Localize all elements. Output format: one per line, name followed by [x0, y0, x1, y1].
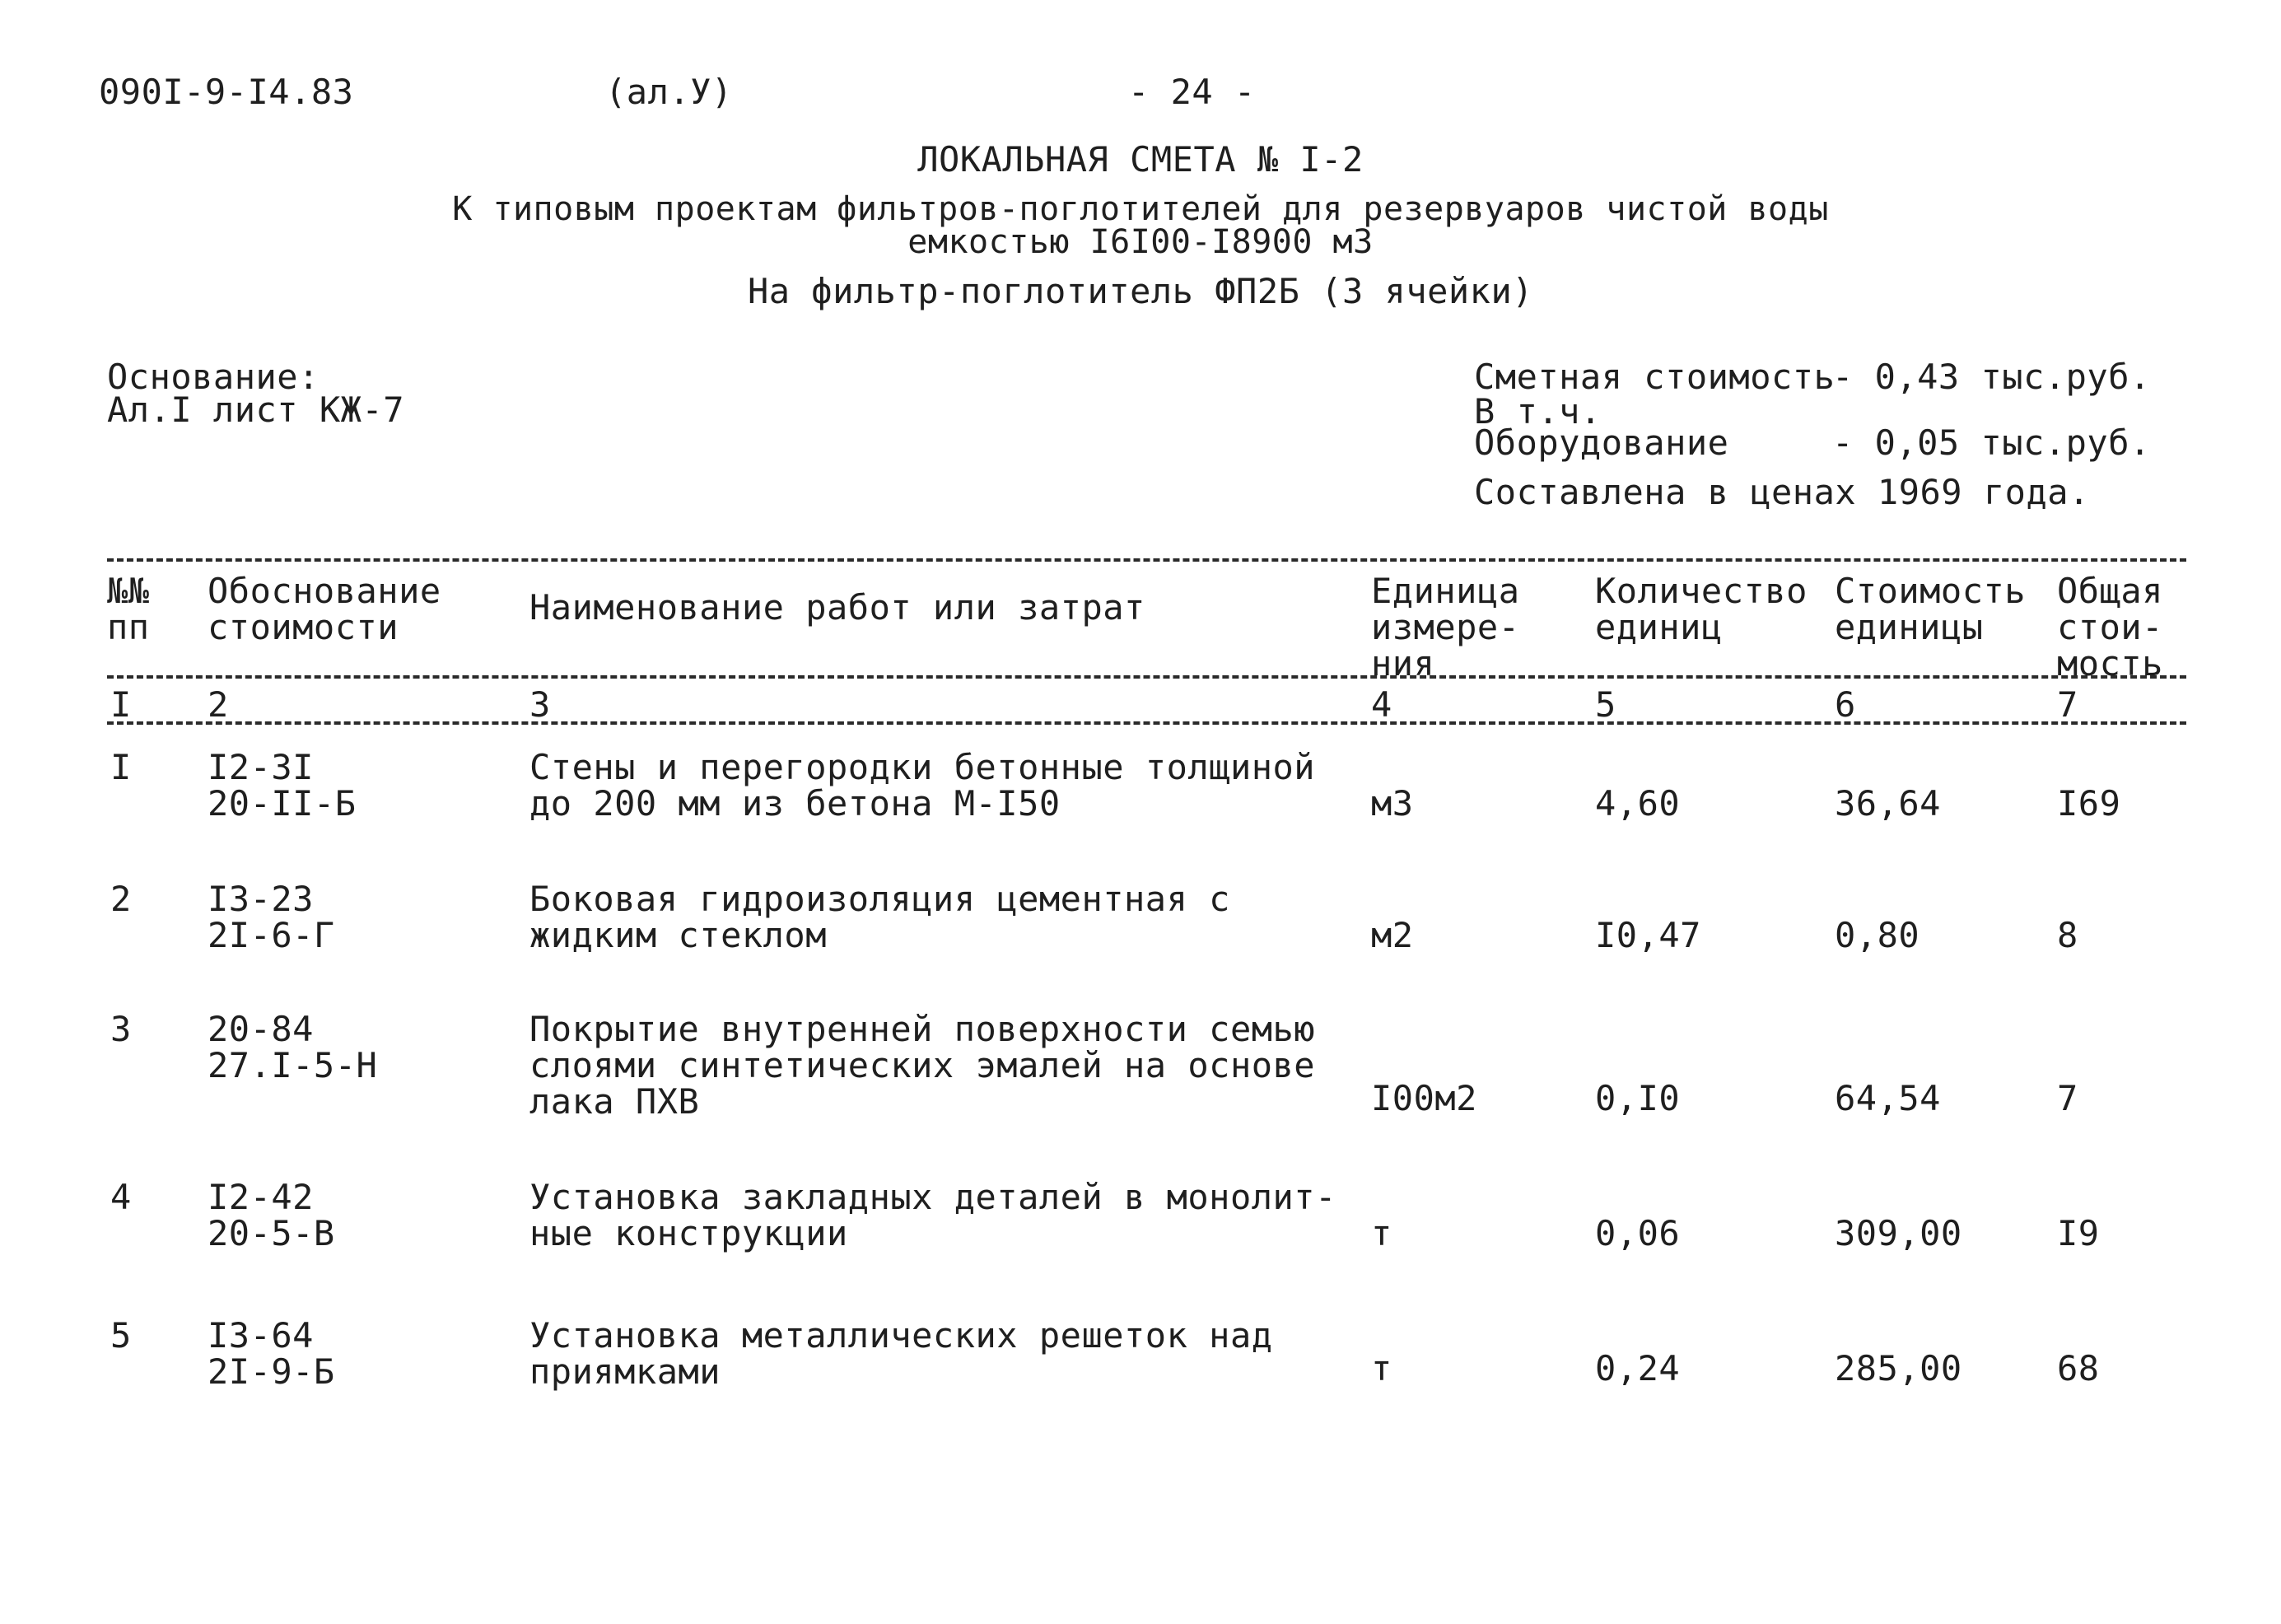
header-bottom-rule: [107, 675, 2186, 679]
row-unit-cost: 36,64: [1835, 783, 1941, 824]
row-total: I69: [2057, 783, 2121, 824]
row-work-name: Установка закладных деталей в монолит- ные конструкции: [529, 1177, 1336, 1253]
estimate-title: ЛОКАЛЬНАЯ СМЕТА № I-2: [917, 139, 1364, 180]
col-number-6: 6: [1835, 684, 1856, 725]
including-label: В т.ч.: [1474, 391, 1602, 432]
col-number-7: 7: [2057, 684, 2078, 725]
row-unit: I00м2: [1371, 1078, 1477, 1118]
row-unit-cost: 285,00: [1835, 1348, 1962, 1388]
row-work-name: Покрытие внутренней поверхности семью слоями синтетических эмалей на основе лака ПХВ: [529, 1009, 1316, 1122]
estimated-cost-value: - 0,43 тыс.руб.: [1832, 357, 2151, 397]
row-unit-cost: 64,54: [1835, 1078, 1941, 1118]
subtitle-line-2: емкостью I6I00-I8900 м3: [907, 223, 1374, 261]
basis-value: Ал.I лист КЖ-7: [107, 390, 405, 430]
row-number: 3: [110, 1009, 132, 1049]
column-numbers-rule: [107, 721, 2186, 725]
row-basis: I3-23 2I-6-Г: [208, 879, 335, 955]
row-unit-cost: 309,00: [1835, 1213, 1962, 1253]
row-work-name: Установка металлических решеток над приямками: [529, 1315, 1273, 1392]
equipment-label: Оборудование: [1474, 422, 1729, 463]
document-code: 090I-9-I4.83: [99, 72, 354, 112]
row-unit: м3: [1371, 783, 1414, 824]
subtitle-line-1: К типовым проектам фильтров-поглотителей для резервуаров чистой воды: [452, 190, 1829, 228]
object-title: На фильтр-поглотитель ФП2Б (3 ячейки): [747, 271, 1534, 311]
row-basis: I2-3I 20-II-Б: [208, 747, 357, 824]
album-reference: (ал.У): [605, 72, 733, 112]
table-top-rule: [107, 558, 2186, 562]
row-basis: I2-42 20-5-В: [208, 1177, 335, 1253]
col-number-1: I: [110, 684, 132, 725]
row-basis: 20-84 27.I-5-Н: [208, 1009, 378, 1085]
row-work-name: Боковая гидроизоляция цементная с жидким стеклом: [529, 879, 1230, 955]
col-header-total: Общая стои- мость: [2057, 571, 2163, 684]
equipment-value: - 0,05 тыс.руб.: [1832, 422, 2151, 463]
col-number-2: 2: [208, 684, 229, 725]
row-quantity: I0,47: [1595, 915, 1701, 955]
row-total: 8: [2057, 915, 2078, 955]
row-total: 68: [2057, 1348, 2100, 1388]
col-header-quantity: Количество единиц: [1595, 571, 1808, 647]
col-number-4: 4: [1371, 684, 1392, 725]
row-number: I: [110, 747, 132, 787]
row-unit-cost: 0,80: [1835, 915, 1920, 955]
row-number: 2: [110, 879, 132, 919]
row-basis: I3-64 2I-9-Б: [208, 1315, 335, 1392]
row-work-name: Стены и перегородки бетонные толщиной до 200 мм из бетона М-I50: [529, 747, 1316, 824]
col-header-basis: Обоснование стоимости: [208, 571, 441, 647]
row-unit: м2: [1371, 915, 1414, 955]
estimated-cost-label: Сметная стоимость: [1474, 357, 1836, 397]
row-total: I9: [2057, 1213, 2100, 1253]
row-quantity: 0,24: [1595, 1348, 1681, 1388]
col-header-name: Наименование работ или затрат: [529, 587, 1145, 628]
row-unit: т: [1371, 1348, 1392, 1388]
basis-label: Основание:: [107, 357, 320, 397]
row-number: 5: [110, 1315, 132, 1356]
prices-note: Составлена в ценах 1969 года.: [1474, 472, 2090, 512]
row-quantity: 0,I0: [1595, 1078, 1681, 1118]
row-number: 4: [110, 1177, 132, 1217]
row-unit: т: [1371, 1213, 1392, 1253]
col-header-unit-cost: Стоимость единицы: [1835, 571, 2027, 647]
col-number-5: 5: [1595, 684, 1616, 725]
row-total: 7: [2057, 1078, 2078, 1118]
col-number-3: 3: [529, 684, 551, 725]
row-quantity: 4,60: [1595, 783, 1681, 824]
row-quantity: 0,06: [1595, 1213, 1681, 1253]
page-number: - 24 -: [1128, 72, 1256, 112]
col-header-unit: Единица измере- ния: [1371, 571, 1520, 684]
col-header-number: №№ пп: [107, 571, 150, 647]
